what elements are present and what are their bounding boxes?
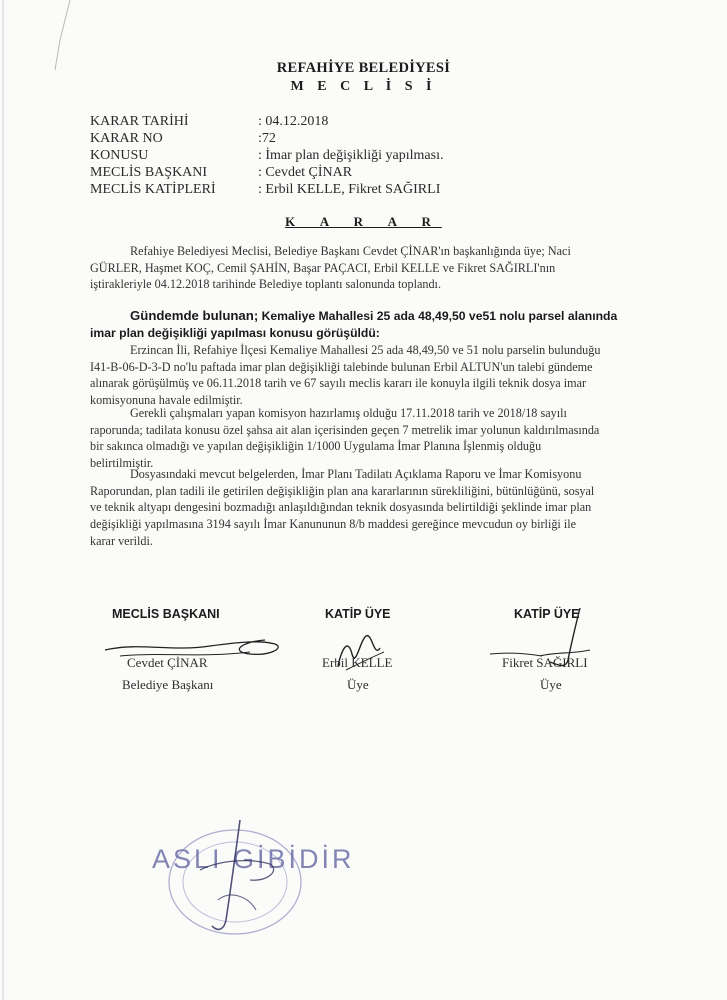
meta-value-clerks: : Erbil KELLE, Fikret SAĞIRLI (258, 182, 441, 197)
meta-label-chairman: MECLİS BAŞKANI (90, 165, 208, 180)
body-line: komisyonuna havale edilmiştir. (90, 393, 243, 408)
signature-role-chairman: Belediye Başkanı (122, 677, 214, 692)
body-paragraph-3 (90, 466, 636, 550)
organization-name: REFAHİYE BELEDİYESİ (276, 60, 451, 76)
signature-title-clerk-2: KATİP ÜYE (514, 607, 580, 621)
intro-paragraph (90, 243, 636, 293)
body-line: değişikliği yapılmasına 3194 sayılı İmar Kanununun 8/b maddesi gereğince mevcudun oy birliği ile (90, 517, 577, 532)
body-line: Dosyasındaki mevcut belgelerden, İmar Planı Tadilatı Açıklama Raporu ve İmar Komisyonu (130, 467, 582, 481)
signature-name-chairman: Cevdet ÇİNAR (127, 655, 208, 670)
agenda-heading (90, 308, 640, 341)
intro-line: iştirakleriyle 04.12.2018 tarihinde Belediye toplantı salonunda toplandı. (90, 277, 441, 292)
body-paragraph-1 (90, 342, 636, 409)
body-line: Erzincan İli, Refahiye İlçesi Kemaliye Mahallesi 25 ada 48,49,50 ve 51 nolu parselin bulunduğu (130, 343, 601, 357)
agenda-text: Kemaliye Mahallesi 25 ada 48,49,50 ve51 nolu parsel alanında imar plan değişikliği yapılması konusu görüşüldü: (90, 309, 618, 340)
body-line: ve teknik altyapı dengesini bozmadığı anlaşıldığından teknik dosyasında belirtildiği şeklinde imar plan (90, 500, 592, 515)
body-line: Gerekli çalışmaları yapan komisyon hazırlamış olduğu 17.11.2018 tarih ve 2018/18 sayılı (130, 406, 567, 420)
body-paragraph-2 (90, 405, 636, 472)
signature-title-chairman: MECLİS BAŞKANI (112, 607, 220, 621)
body-line: Raporundan, plan tadili ile getirilen değişikliğin plan ana kararlarının sürekliliğini, bütünlüğünü, sosyal (90, 483, 595, 498)
body-line: belirtilmiştir. (90, 456, 154, 471)
body-line: karar verildi. (90, 533, 153, 548)
body-line: I41-B-06-D-3-D no'lu paftada imar plan değişikliği talebinde bulunan Erbil ALTUN'un talebi gündeme (90, 359, 593, 374)
intro-line: Refahiye Belediyesi Meclisi, Belediye Başkanı Cevdet ÇİNAR'ın başkanlığında üye; Naci (130, 244, 571, 258)
meta-value-chairman: : Cevdet ÇİNAR (258, 165, 353, 180)
meta-value-subject: : İmar plan değişikliği yapılması. (258, 148, 444, 163)
signature-role-clerk-1: Üye (347, 677, 369, 692)
body-line: bir sakınca olmadığı ve yapılan değişikliğin 1/1000 Uygulama İmar Planına İşlenmiş olduğu (90, 439, 542, 454)
meta-label-clerks: MECLİS KATİPLERİ (90, 182, 216, 197)
intro-line: GÜRLER, Haşmet KOÇ, Cemil ŞAHİN, Başar PAÇACI, Erbil KELLE ve Fikret SAĞIRLI'nın (90, 260, 556, 275)
meta-label-subject: KONUSU (90, 148, 149, 163)
stamp-seal (160, 800, 320, 950)
council-name: M E C L İ S İ (290, 79, 437, 94)
body-line: raporunda; tadilata konusu özel şahsa ait alan içerisinden geçen 7 metrelik imar yolunun kaldırılmasında (90, 422, 600, 437)
decision-title: K A R A R (285, 214, 442, 229)
body-line: alınarak görüşülmüş ve 06.11.2018 tarih ve 67 sayılı meclis kararı ile konuyla ilgili teknik dosya imar (90, 376, 587, 391)
stamp-text: ASLI GİBİDİR (152, 844, 355, 874)
signature-title-clerk-1: KATİP ÜYE (325, 607, 391, 621)
signature-name-clerk-1: Erbil KELLE (322, 655, 393, 670)
meta-label-number: KARAR NO (90, 131, 163, 146)
meta-value-date: : 04.12.2018 (258, 114, 329, 129)
signature-name-clerk-2: Fikret SAĞIRLI (502, 655, 588, 670)
signature-role-clerk-2: Üye (540, 677, 562, 692)
meta-value-number: :72 (258, 131, 276, 146)
agenda-lead: Gündemde bulunan; (130, 308, 259, 323)
meta-label-date: KARAR TARİHİ (90, 114, 189, 129)
